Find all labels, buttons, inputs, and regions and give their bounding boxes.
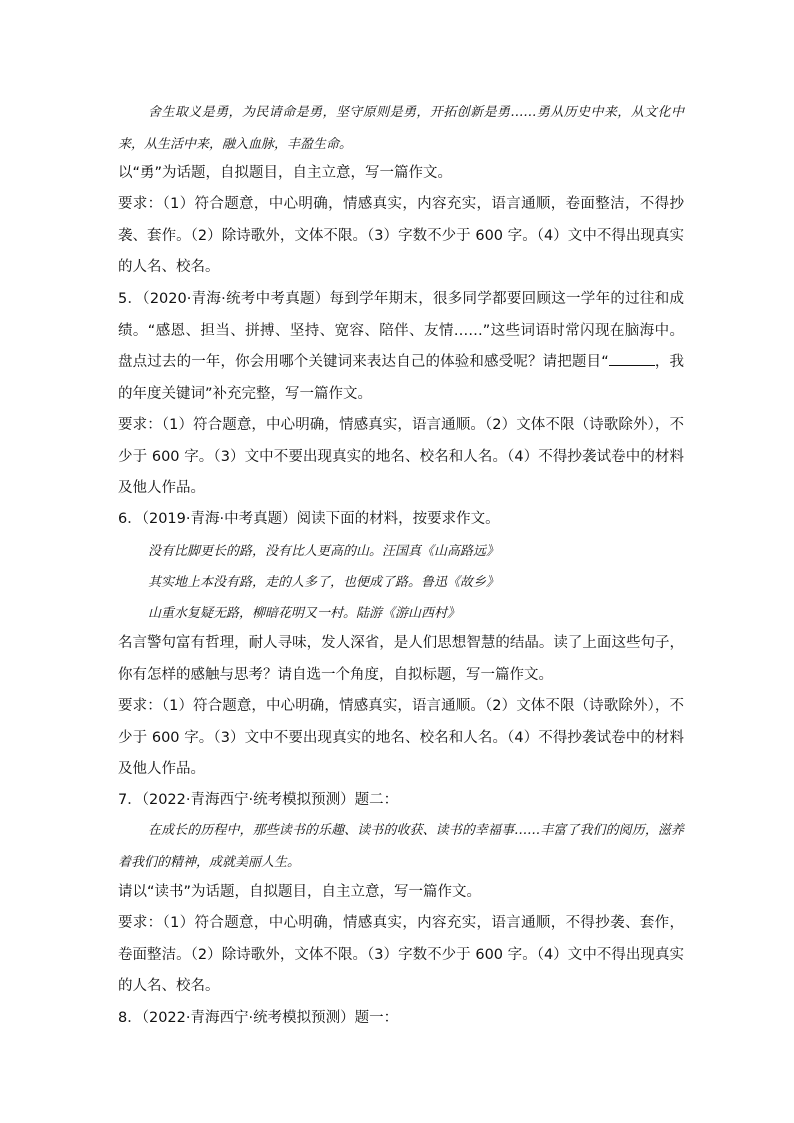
quote-3: 山重水复疑无路，柳暗花明又一村。陆游《游山西村》 — [148, 606, 461, 621]
question-5 — [118, 284, 684, 410]
question-7-head: 7．（2022·青海西宁·统考模拟预测）题二： — [118, 792, 399, 808]
prompt-brave: 以“勇”为话题，自拟题目，自主立意，写一篇作文。 — [118, 165, 453, 181]
question-6-prompt: 名言警句富有哲理，耐人寻味，发人深省，是人们思想智慧的结晶。读了上面这些句子，你有怎样的感触与思考？请自选一个角度，自拟标题，写一篇作文。 — [118, 635, 684, 683]
quote-2: 其实地上本没有路，走的人多了，也便成了路。鲁迅《故乡》 — [148, 575, 500, 590]
question-7-prompt: 请以“读书”为话题，自拟题目，自主立意，写一篇作文。 — [118, 884, 482, 900]
question-6-head: 6．（2019·青海·中考真题）阅读下面的材料，按要求作文。 — [118, 511, 500, 527]
material-brave: 舍生取义是勇，为民请命是勇，坚守原则是勇，开拓创新是勇……勇从历史中来，从文化中来，从生活中来，融入血脉，丰盈生命。 — [118, 105, 684, 152]
question-7-material: 在成长的历程中，那些读书的乐趣、读书的收获、读书的幸福事……丰富了我们的阅历，滋养着我们的精神，成就美丽人生。 — [118, 823, 684, 870]
question-8-head: 8．（2022·青海西宁·统考模拟预测）题一： — [118, 1010, 399, 1026]
requirements-brave: 要求：（1）符合题意，中心明确，情感真实，内容充实，语言通顺，卷面整洁，不得抄袭、套作。（2）除诗歌外，文体不限。（3）字数不少于 600 字。（4）文中不得出现真实的人名、校名。 — [118, 196, 684, 275]
question-7-requirements: 要求：（1）符合题意，中心明确，情感真实，内容充实，语言通顺，不得抄袭、套作，卷面整洁。（2）除诗歌外，文体不限。（3）字数不少于 600 字。（4）文中不得出现真实的人名、校名。 — [118, 915, 684, 994]
quote-1: 没有比脚更长的路，没有比人更高的山。汪国真《山高路远》 — [148, 544, 500, 559]
question-5-text-b: ，我的年度关键词”补充完整，写一篇作文。 — [118, 354, 685, 402]
question-6-requirements: 要求：（1）符合题意，中心明确，情感真实，语言通顺。（2）文体不限（诗歌除外），不少于 600 字。（3）文中不要出现真实的地名、校名和人名。（4）不得抄袭试卷中的材料及他人作品。 — [118, 698, 684, 777]
question-5-text-a: 5．（2020·青海·统考中考真题）每到学年期末，很多同学都要回顾这一学年的过往和成绩。“感恩、担当、拼搏、坚持、宽容、陪伴、友情……”这些词语时常闪现在脑海中。盘点过去的一年，你会用哪个关键词来表达自己的体验和感受呢？请把题目“ — [118, 291, 684, 370]
question-5-requirements: 要求：（1）符合题意，中心明确，情感真实，语言通顺。（2）文体不限（诗歌除外），不少于 600 字。（3）文中不要出现真实的地名、校名和人名。（4）不得抄袭试卷中的材料及他人作品。 — [118, 417, 684, 496]
fill-blank-line — [609, 352, 655, 366]
